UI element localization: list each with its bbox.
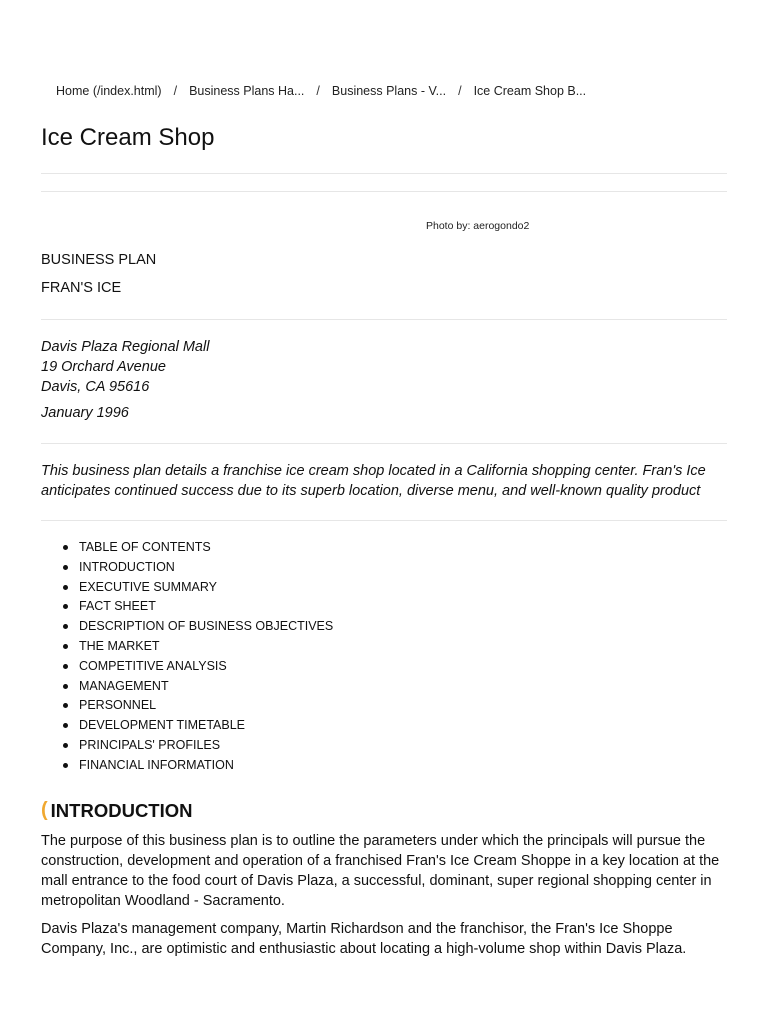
toc-item[interactable]: DEVELOPMENT TIMETABLE (41, 716, 333, 736)
toc-item[interactable]: PRINCIPALS' PROFILES (41, 736, 333, 756)
address-line: 19 Orchard Avenue (41, 359, 166, 375)
divider (41, 191, 727, 192)
breadcrumb-home-link[interactable]: Home (/index.html) (56, 84, 162, 98)
divider (41, 443, 727, 444)
section-marker-icon: ( (41, 799, 48, 821)
breadcrumb-current-page-link[interactable]: Ice Cream Shop B... (473, 84, 587, 98)
plan-summary: This business plan details a franchise ice cream shop located in a California shopping center. Fran's Ice anticipates continued success due to its superb location, diverse menu, and well-known quality product (41, 463, 706, 499)
toc-item[interactable]: THE MARKET (41, 637, 333, 657)
address-line: Davis Plaza Regional Mall (41, 339, 210, 355)
divider (41, 319, 727, 320)
breadcrumb-separator: / (316, 84, 320, 98)
divider (41, 520, 727, 521)
toc-item[interactable]: PERSONNEL (41, 696, 333, 716)
introduction-paragraph: The purpose of this business plan is to outline the parameters under which the principals will pursue the construction, development and operation of a franchised Fran's Ice Cream Shoppe in a key location at the mall entrance to the food court of Davis Plaza, a successful, dominant, super regional shopping center in metropolitan Woodland - Sacramento. (41, 833, 720, 909)
toc-item[interactable]: TABLE OF CONTENTS (41, 538, 333, 558)
toc-item[interactable]: DESCRIPTION OF BUSINESS OBJECTIVES (41, 617, 333, 637)
breadcrumb (56, 84, 586, 98)
breadcrumb-separator: / (173, 84, 178, 98)
table-of-contents (41, 538, 333, 776)
plan-date: January 1996 (41, 405, 129, 421)
toc-item[interactable]: EXECUTIVE SUMMARY (41, 578, 333, 598)
page-title: Ice Cream Shop (41, 124, 215, 151)
toc-item[interactable]: INTRODUCTION (41, 558, 333, 578)
toc-item[interactable]: MANAGEMENT (41, 677, 333, 697)
toc-item[interactable]: COMPETITIVE ANALYSIS (41, 657, 333, 677)
introduction-paragraph: Davis Plaza's management company, Martin Richardson and the franchisor, the Fran's Ice Shoppe Company, Inc., are optimistic and enthusiastic about locating a high-volume shop within Davis Plaza. (41, 921, 687, 957)
address-line: Davis, CA 95616 (41, 379, 150, 395)
toc-item[interactable]: FINANCIAL INFORMATION (41, 756, 333, 776)
company-name: FRAN'S ICE (41, 280, 122, 296)
breadcrumb-business-plans-volume-link[interactable]: Business Plans - V... (331, 84, 447, 98)
breadcrumb-business-plans-handbook-link[interactable]: Business Plans Ha... (189, 84, 305, 98)
section-heading-text: INTRODUCTION (50, 799, 193, 821)
breadcrumb-separator: / (458, 84, 462, 98)
company-address (41, 337, 209, 397)
divider (41, 173, 727, 174)
plan-type-label: BUSINESS PLAN (41, 252, 157, 268)
toc-item[interactable]: FACT SHEET (41, 597, 333, 617)
photo-credit: Photo by: aerogondo2 (426, 220, 530, 232)
section-heading-introduction (41, 799, 193, 822)
